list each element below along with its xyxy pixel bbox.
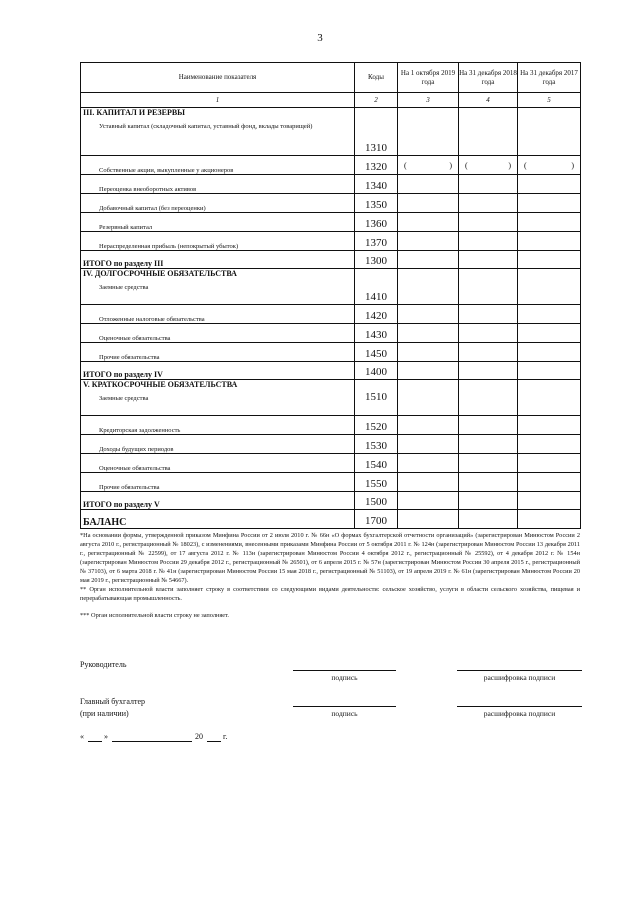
table-row: [81, 473, 581, 492]
row-code: 1410: [355, 269, 398, 305]
accountant-decoding-caption: расшифровка подписи: [483, 709, 556, 718]
date-year-prefix: 20: [195, 732, 203, 741]
section-3-cell: [81, 108, 355, 156]
row-code: 1510: [355, 380, 398, 416]
date-year-line: [207, 741, 221, 742]
row-code: 1360: [355, 213, 398, 232]
row-name: Заемные средства: [99, 395, 149, 402]
row-code: 1700: [355, 510, 398, 529]
row-name: Собственные акции, выкупленные у акционеров: [81, 156, 355, 175]
row-name: БАЛАНС: [81, 510, 355, 529]
section-4-first-row: [81, 269, 581, 305]
date-open-quote: «: [80, 732, 84, 741]
row-code: 1350: [355, 194, 398, 213]
row-name: Оценочные обязательства: [81, 324, 355, 343]
footnotes: [80, 531, 580, 620]
row-name: Уставный капитал (складочный капитал, уставный фонд, вклады товарищей): [99, 123, 313, 130]
section-3-total-row: [81, 251, 581, 269]
head-signature-line: [293, 670, 396, 671]
index-cell: 1: [81, 93, 355, 108]
date-suffix: г.: [223, 732, 228, 741]
row-name: Прочие обязательства: [81, 343, 355, 362]
table-row: Собственные акции, выкупленные у акционеров 1320 ( ) ( ) ( ): [81, 156, 581, 175]
row-code: 1420: [355, 305, 398, 324]
row-name: Добавочный капитал (без переоценки): [81, 194, 355, 213]
header-code: Коды: [355, 63, 398, 93]
table-row: [81, 232, 581, 251]
index-cell: 5: [518, 93, 581, 108]
head-decoding-caption: расшифровка подписи: [483, 673, 556, 682]
header-col3: На 31 декабря 2017 года: [518, 63, 581, 93]
table-row: [81, 213, 581, 232]
table-row: [81, 324, 581, 343]
head-signature-caption: подпись: [331, 673, 358, 682]
row-name: Оценочные обязательства: [81, 454, 355, 473]
row-code: 1500: [355, 492, 398, 510]
row-name: Прочие обязательства: [81, 473, 355, 492]
accountant-signature-line: [293, 706, 396, 707]
row-name: Нераспределенная прибыль (непокрытый убыток): [81, 232, 355, 251]
column-index-row: [81, 93, 581, 108]
section-3-title: III. КАПИТАЛ И РЕЗЕРВЫ: [83, 108, 186, 117]
header-col1: На 1 октября 2019 года: [398, 63, 459, 93]
row-code: 1300: [355, 251, 398, 269]
table-row: [81, 416, 581, 435]
row-code: 1430: [355, 324, 398, 343]
row-name: ИТОГО по разделу V: [81, 492, 355, 510]
header-col2: На 31 декабря 2018 года: [459, 63, 518, 93]
date-close-quote: »: [104, 732, 108, 741]
section-5-cell: [81, 380, 355, 416]
row-name: Резервный капитал: [81, 213, 355, 232]
row-code: 1310: [355, 108, 398, 156]
section-5-total-row: [81, 492, 581, 510]
index-cell: 2: [355, 93, 398, 108]
head-decoding-line: [457, 670, 582, 671]
row-name: Заемные средства: [99, 284, 149, 291]
row-code: 1550: [355, 473, 398, 492]
table-header-row: [81, 63, 581, 93]
row-code: 1320: [355, 156, 398, 175]
balance-total-row: [81, 510, 581, 529]
row-code: 1400: [355, 362, 398, 380]
footnote-3: *** Орган исполнительной власти строку не заполняет.: [80, 612, 229, 619]
table-row: [81, 175, 581, 194]
row-name: ИТОГО по разделу III: [81, 251, 355, 269]
row-code: 1450: [355, 343, 398, 362]
table-row: [81, 194, 581, 213]
row-name: ИТОГО по разделу IV: [81, 362, 355, 380]
accountant-signature-caption: подпись: [331, 709, 358, 718]
row-code: 1340: [355, 175, 398, 194]
row-code: 1530: [355, 435, 398, 454]
page-number: 3: [317, 32, 323, 44]
section-4-total-row: [81, 362, 581, 380]
section-5-title: V. КРАТКОСРОЧНЫЕ ОБЯЗАТЕЛЬСТВА: [83, 380, 238, 389]
table-row: [81, 435, 581, 454]
footnote-1: *На основании формы, утвержденной приказом Минфина России от 2 июля 2010 г. № 66н «О формах бухгалтерской отчетности организаций» (зарегистрирован Минюстом России 2 августа 2010 г., регистрационный № 18023), с изменениями, внесенными приказами Минфина России от 5 октября 2011 г. № 124н (зарегистрирован Минюстом России 13 декабря 2011 г., регистрационный № 22599), от 17 августа 2012 г. № 113н (зарегистрирован Минюстом России 4 октября 2012 г., регистрационный № 25592), от 4 декабря 2012 г. № 154н (зарегистрирован Минюстом России 29 декабря 2012 г., регистрационный № 26501), от 6 апреля 2015 г. № 57н (зарегистрирован Минюстом России 30 апреля 2015 г., регистрационный № 37103), от 6 марта 2018 г. № 41н (зарегистрирован Минюстом России 15 мая 2018 г., регистрационный № 51103), от 19 апреля 2019 г. № 61н (зарегистрирован Минюстом России 20 мая 2019 г., регистрационный № 54667).: [80, 532, 580, 584]
date-day-line: [88, 741, 102, 742]
row-name: Кредиторская задолженность: [81, 416, 355, 435]
row-name: Переоценка внеоборотных активов: [81, 175, 355, 194]
row-code: 1370: [355, 232, 398, 251]
section-3-first-row: [81, 108, 581, 156]
balance-sheet-table: [80, 62, 581, 529]
row-code: 1540: [355, 454, 398, 473]
table-row: [81, 454, 581, 473]
table-row: [81, 305, 581, 324]
section-4-cell: [81, 269, 355, 305]
accountant-decoding-line: [457, 706, 582, 707]
footnote-2: ** Орган исполнительной власти заполняет строку в соответствии со следующими видами деятельности: сельское хозяйство, услуги в области сельского хозяйства, пищевая и перерабатывающая промышленность.: [80, 586, 580, 602]
header-name: Наименование показателя: [81, 63, 355, 93]
section-4-title: IV. ДОЛГОСРОЧНЫЕ ОБЯЗАТЕЛЬСТВА: [83, 269, 237, 278]
row-name: Отложенные налоговые обязательства: [81, 305, 355, 324]
index-cell: 3: [398, 93, 459, 108]
date-month-line: [112, 741, 192, 742]
row-name: Доходы будущих периодов: [81, 435, 355, 454]
row-code: 1520: [355, 416, 398, 435]
table-row: [81, 343, 581, 362]
head-label: Руководитель: [80, 660, 127, 669]
accountant-label: Главный бухгалтер: [80, 697, 145, 706]
accountant-label-note: (при наличии): [80, 709, 129, 718]
section-5-first-row: [81, 380, 581, 416]
index-cell: 4: [459, 93, 518, 108]
